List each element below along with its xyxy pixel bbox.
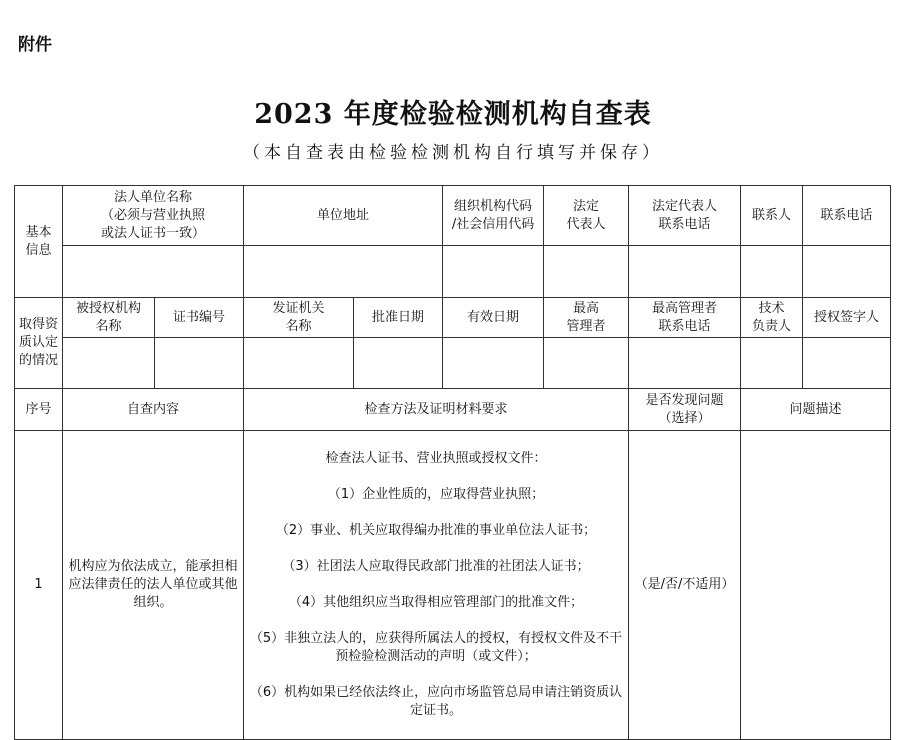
basic-info-label: 基本 信息: [15, 186, 63, 298]
check-header-seq: 序号: [15, 389, 63, 431]
check-header-found: 是否发现问题 （选择）: [629, 389, 741, 431]
method-line: （6）机构如果已经依法终止，应向市场监管总局申请注销资质认定证书。: [249, 685, 623, 718]
check-row-content: 机构应为依法成立，能承担相应法律责任的法人单位或其他组织。: [63, 431, 244, 740]
qual-field-cert-no[interactable]: [155, 338, 244, 389]
qual-field-valid-date[interactable]: [443, 338, 544, 389]
basic-header-org-code: 组织机构代码 /社会信用代码: [443, 186, 544, 246]
method-line: （1）企业性质的，应取得营业执照；: [327, 487, 545, 502]
basic-header-address: 单位地址: [244, 186, 443, 246]
qual-field-authorized-org[interactable]: [63, 338, 155, 389]
qual-header-authorized-org: 被授权机构 名称: [63, 298, 155, 338]
basic-field-legal-name[interactable]: [63, 246, 244, 298]
basic-header-contact-phone: 联系电话: [803, 186, 891, 246]
method-line: （3）社团法人应取得民政部门批准的社团法人证书；: [282, 559, 590, 574]
basic-header-legal-rep-phone: 法定代表人 联系电话: [629, 186, 741, 246]
basic-header-contact: 联系人: [741, 186, 803, 246]
method-line: （2）事业、机关应取得编办批准的事业单位法人证书；: [275, 523, 597, 538]
basic-field-legal-rep-phone[interactable]: [629, 246, 741, 298]
check-row-seq: 1: [15, 431, 63, 740]
qual-field-approval-date[interactable]: [354, 338, 443, 389]
form-title: 2023 年度检验检测机构自查表: [254, 99, 652, 130]
qual-header-valid-date: 有效日期: [443, 298, 544, 338]
qual-header-tech-lead: 技术 负责人: [741, 298, 803, 338]
qual-header-cert-no: 证书编号: [155, 298, 244, 338]
attachment-label: 附件: [18, 35, 52, 55]
basic-header-legal-rep: 法定 代表人: [544, 186, 629, 246]
qualification-label: 取得资 质认定 的情况: [15, 298, 63, 389]
qual-field-tech-lead[interactable]: [741, 338, 803, 389]
method-line: 检查法人证书、营业执照或授权文件：: [325, 451, 547, 466]
qual-header-signatory: 授权签字人: [803, 298, 891, 338]
self-check-table: [14, 185, 891, 740]
check-row-found-select[interactable]: （是/否/不适用）: [629, 431, 741, 740]
basic-header-legal-name: 法人单位名称 （必须与营业执照 或法人证书一致）: [63, 186, 244, 246]
qual-field-issuer[interactable]: [244, 338, 354, 389]
qual-header-top-manager-phone: 最高管理者 联系电话: [629, 298, 741, 338]
form-subtitle: （本自查表由检验检测机构自行填写并保存）: [243, 143, 663, 163]
method-line: （5）非独立法人的，应获得所属法人的授权，有授权文件及不干预检验检测活动的声明（或文件）；: [249, 631, 623, 664]
qual-header-approval-date: 批准日期: [354, 298, 443, 338]
basic-field-contact-phone[interactable]: [803, 246, 891, 298]
check-row-method: [244, 431, 629, 740]
basic-field-org-code[interactable]: [443, 246, 544, 298]
check-row-description[interactable]: [741, 431, 891, 740]
basic-field-legal-rep[interactable]: [544, 246, 629, 298]
check-header-content: 自查内容: [63, 389, 244, 431]
method-line: （4）其他组织应当取得相应管理部门的批准文件；: [288, 595, 584, 610]
basic-field-address[interactable]: [244, 246, 443, 298]
basic-field-contact[interactable]: [741, 246, 803, 298]
qual-field-top-manager[interactable]: [544, 338, 629, 389]
check-header-desc: 问题描述: [741, 389, 891, 431]
qual-header-issuer: 发证机关 名称: [244, 298, 354, 338]
qual-field-signatory[interactable]: [803, 338, 891, 389]
qual-header-top-manager: 最高 管理者: [544, 298, 629, 338]
check-header-method: 检查方法及证明材料要求: [244, 389, 629, 431]
qual-field-top-manager-phone[interactable]: [629, 338, 741, 389]
